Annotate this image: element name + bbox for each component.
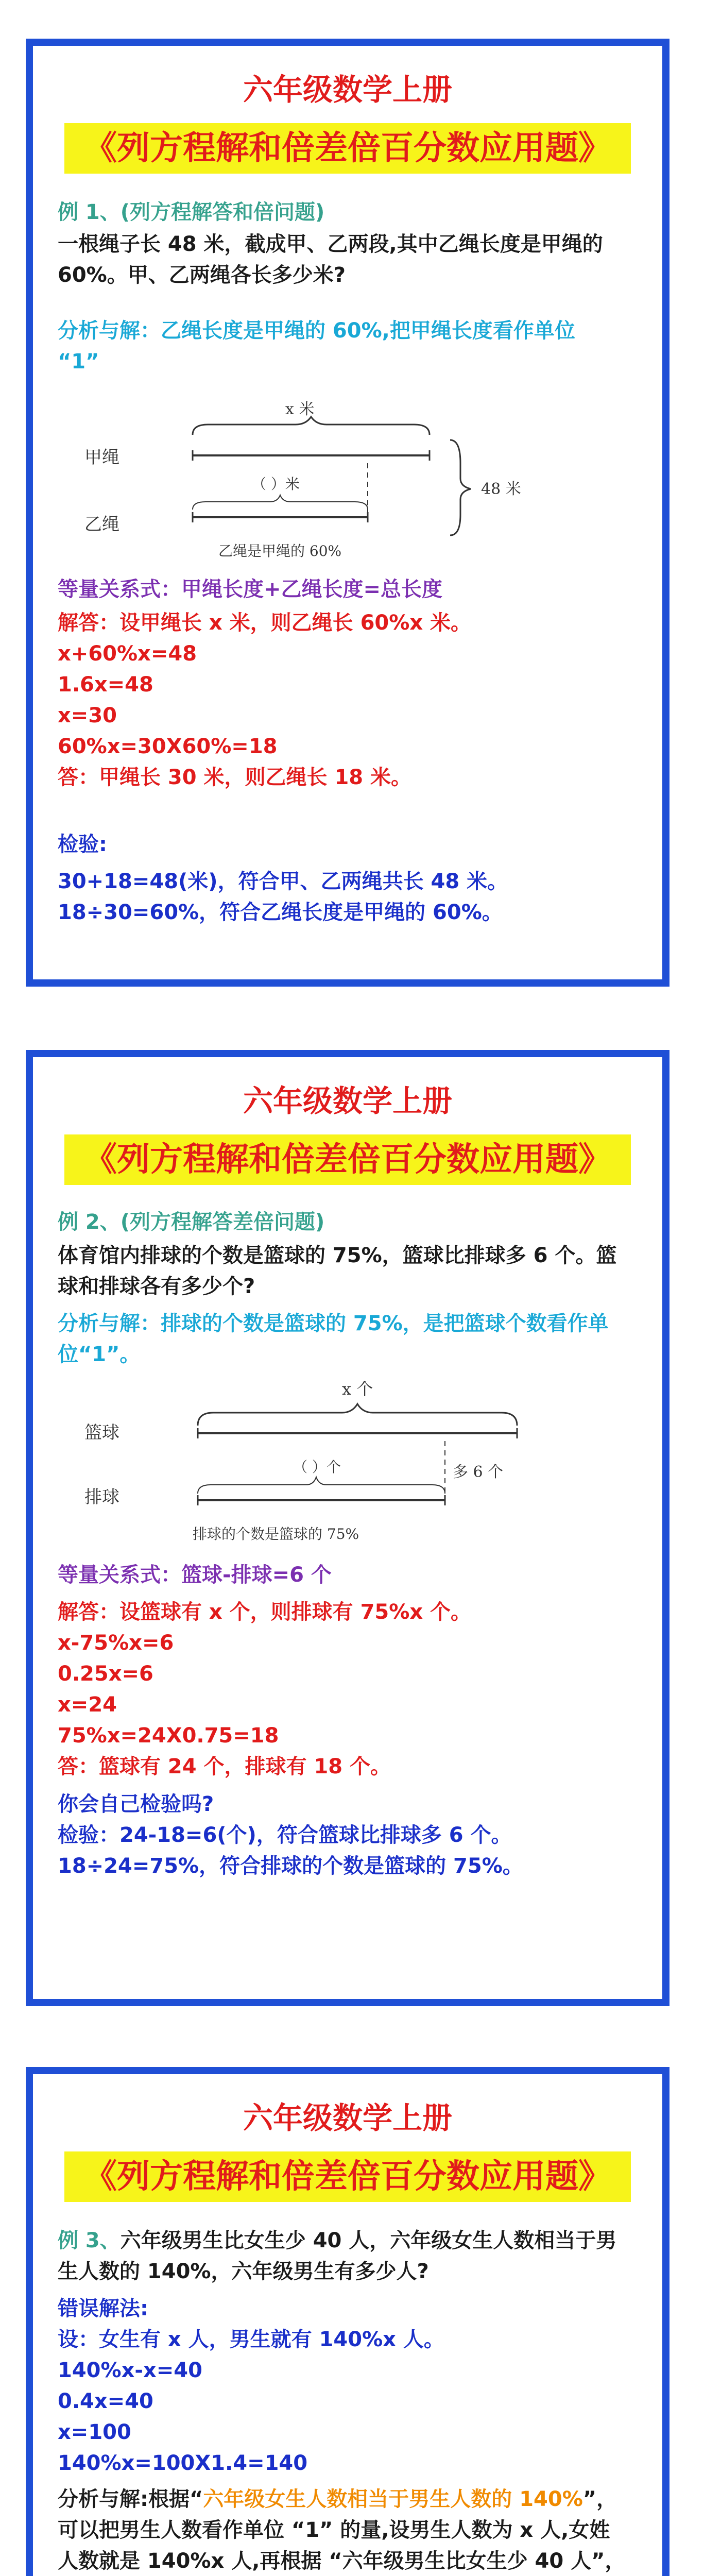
card-title: 六年级数学上册 bbox=[243, 2100, 452, 2136]
rope-b-label: 乙绳 bbox=[84, 514, 119, 535]
part-label: （ ）米 bbox=[252, 476, 300, 493]
equation-relation: 等量关系式：篮球-排球=6 个 bbox=[58, 1563, 332, 1587]
card-subtitle-banner: 《列方程解和倍差倍百分数应用题》 bbox=[64, 1134, 631, 1185]
check-section: 检验: 30+18=48(米)，符合甲、乙两绳共长 48 米。 18÷30=60%，符合乙绳长度是甲绳的 60%。 bbox=[58, 833, 508, 924]
problem-text: 一根绳子长 48 米，截成甲、乙两段,其中乙绳长度是甲绳的 60%。甲、乙两绳各长多少米? bbox=[58, 232, 603, 287]
card-title: 六年级数学上册 bbox=[243, 72, 452, 107]
problem-text: 体育馆内排球的个数是篮球的 75%，篮球比排球多 6 个。篮 球和排球各有多少个? bbox=[58, 1244, 617, 1298]
card-example-1 bbox=[26, 39, 670, 987]
ball-note: 排球的个数是篮球的 75% bbox=[193, 1526, 359, 1543]
analysis-text: 分析与解：乙绳长度是甲绳的 60%,把甲绳长度看作单位 “1” bbox=[58, 319, 575, 374]
x-label: x 米 bbox=[285, 400, 315, 418]
solution-text: 解答：设篮球有 x 个，则排球有 75%x 个。 x-75%x=6 0.25x=6 x=24 75%x=24X0.75=18 答：篮球有 24 个，排球有 18 个。 bbox=[58, 1600, 472, 1778]
rope-diagram bbox=[54, 386, 569, 571]
part-label: （ ）个 bbox=[293, 1459, 341, 1476]
analysis-text: 分析与解:根据“六年级女生人数相当于男生人数的 140%”， 可以把男生人数看作单位 “1” 的量,设男生人数为 x 人,女姓 人数就是 140%x 人,再根据 “六年级男生比女生少 40 人”， bbox=[58, 2487, 626, 2573]
rope-note: 乙绳是甲绳的 60% bbox=[218, 543, 342, 560]
x-label: x 个 bbox=[342, 1379, 373, 1399]
analysis-text: 分析与解：排球的个数是篮球的 75%，是把篮球个数看作单 位“1”。 bbox=[58, 1312, 609, 1366]
example-label: 例 2、(列方程解答差倍问题) bbox=[58, 1210, 325, 1234]
problem-text: 例 3、六年级男生比女生少 40 人，六年级女生人数相当于男 生人数的 140%，六年级男生有多少人? bbox=[58, 2229, 617, 2283]
check-section: 你会自己检验吗? 检验：24-18=6(个)，符合篮球比排球多 6 个。 18÷24=75%，符合排球的个数是篮球的 75%。 bbox=[58, 1792, 523, 1878]
card-subtitle-banner: 《列方程解和倍差倍百分数应用题》 bbox=[64, 2151, 631, 2202]
diff-label: 多 6 个 bbox=[453, 1463, 504, 1481]
ball-diagram bbox=[54, 1374, 569, 1560]
card-title: 六年级数学上册 bbox=[243, 1083, 452, 1118]
x-brace bbox=[193, 417, 430, 435]
card-subtitle-banner: 《列方程解和倍差倍百分数应用题》 bbox=[64, 123, 631, 174]
card-example-3 bbox=[26, 2067, 670, 2576]
solution-text: 解答：设甲绳长 x 米，则乙绳长 60%x 米。 x+60%x=48 1.6x=48 x=30 60%x=30X60%=18 答：甲绳长 30 米，则乙绳长 18 米。 bbox=[58, 611, 472, 789]
equation-relation: 等量关系式：甲绳长度+乙绳长度=总长度 bbox=[58, 578, 443, 601]
example-label: 例 3、 bbox=[58, 2229, 121, 2252]
ball-b-label: 排球 bbox=[84, 1487, 119, 1507]
example-label: 例 1、(列方程解答和倍问题) bbox=[58, 200, 325, 224]
ball-a-label: 篮球 bbox=[84, 1422, 119, 1443]
wrong-solution: 错误解法: 设：女生有 x 人，男生就有 140%x 人。 140%x-x=40 0.4x=40 x=100 140%x=100X1.4=140 bbox=[58, 2297, 444, 2475]
rope-a-label: 甲绳 bbox=[84, 447, 119, 468]
card-example-2 bbox=[26, 1050, 670, 2006]
total-label: 48 米 bbox=[481, 480, 521, 498]
